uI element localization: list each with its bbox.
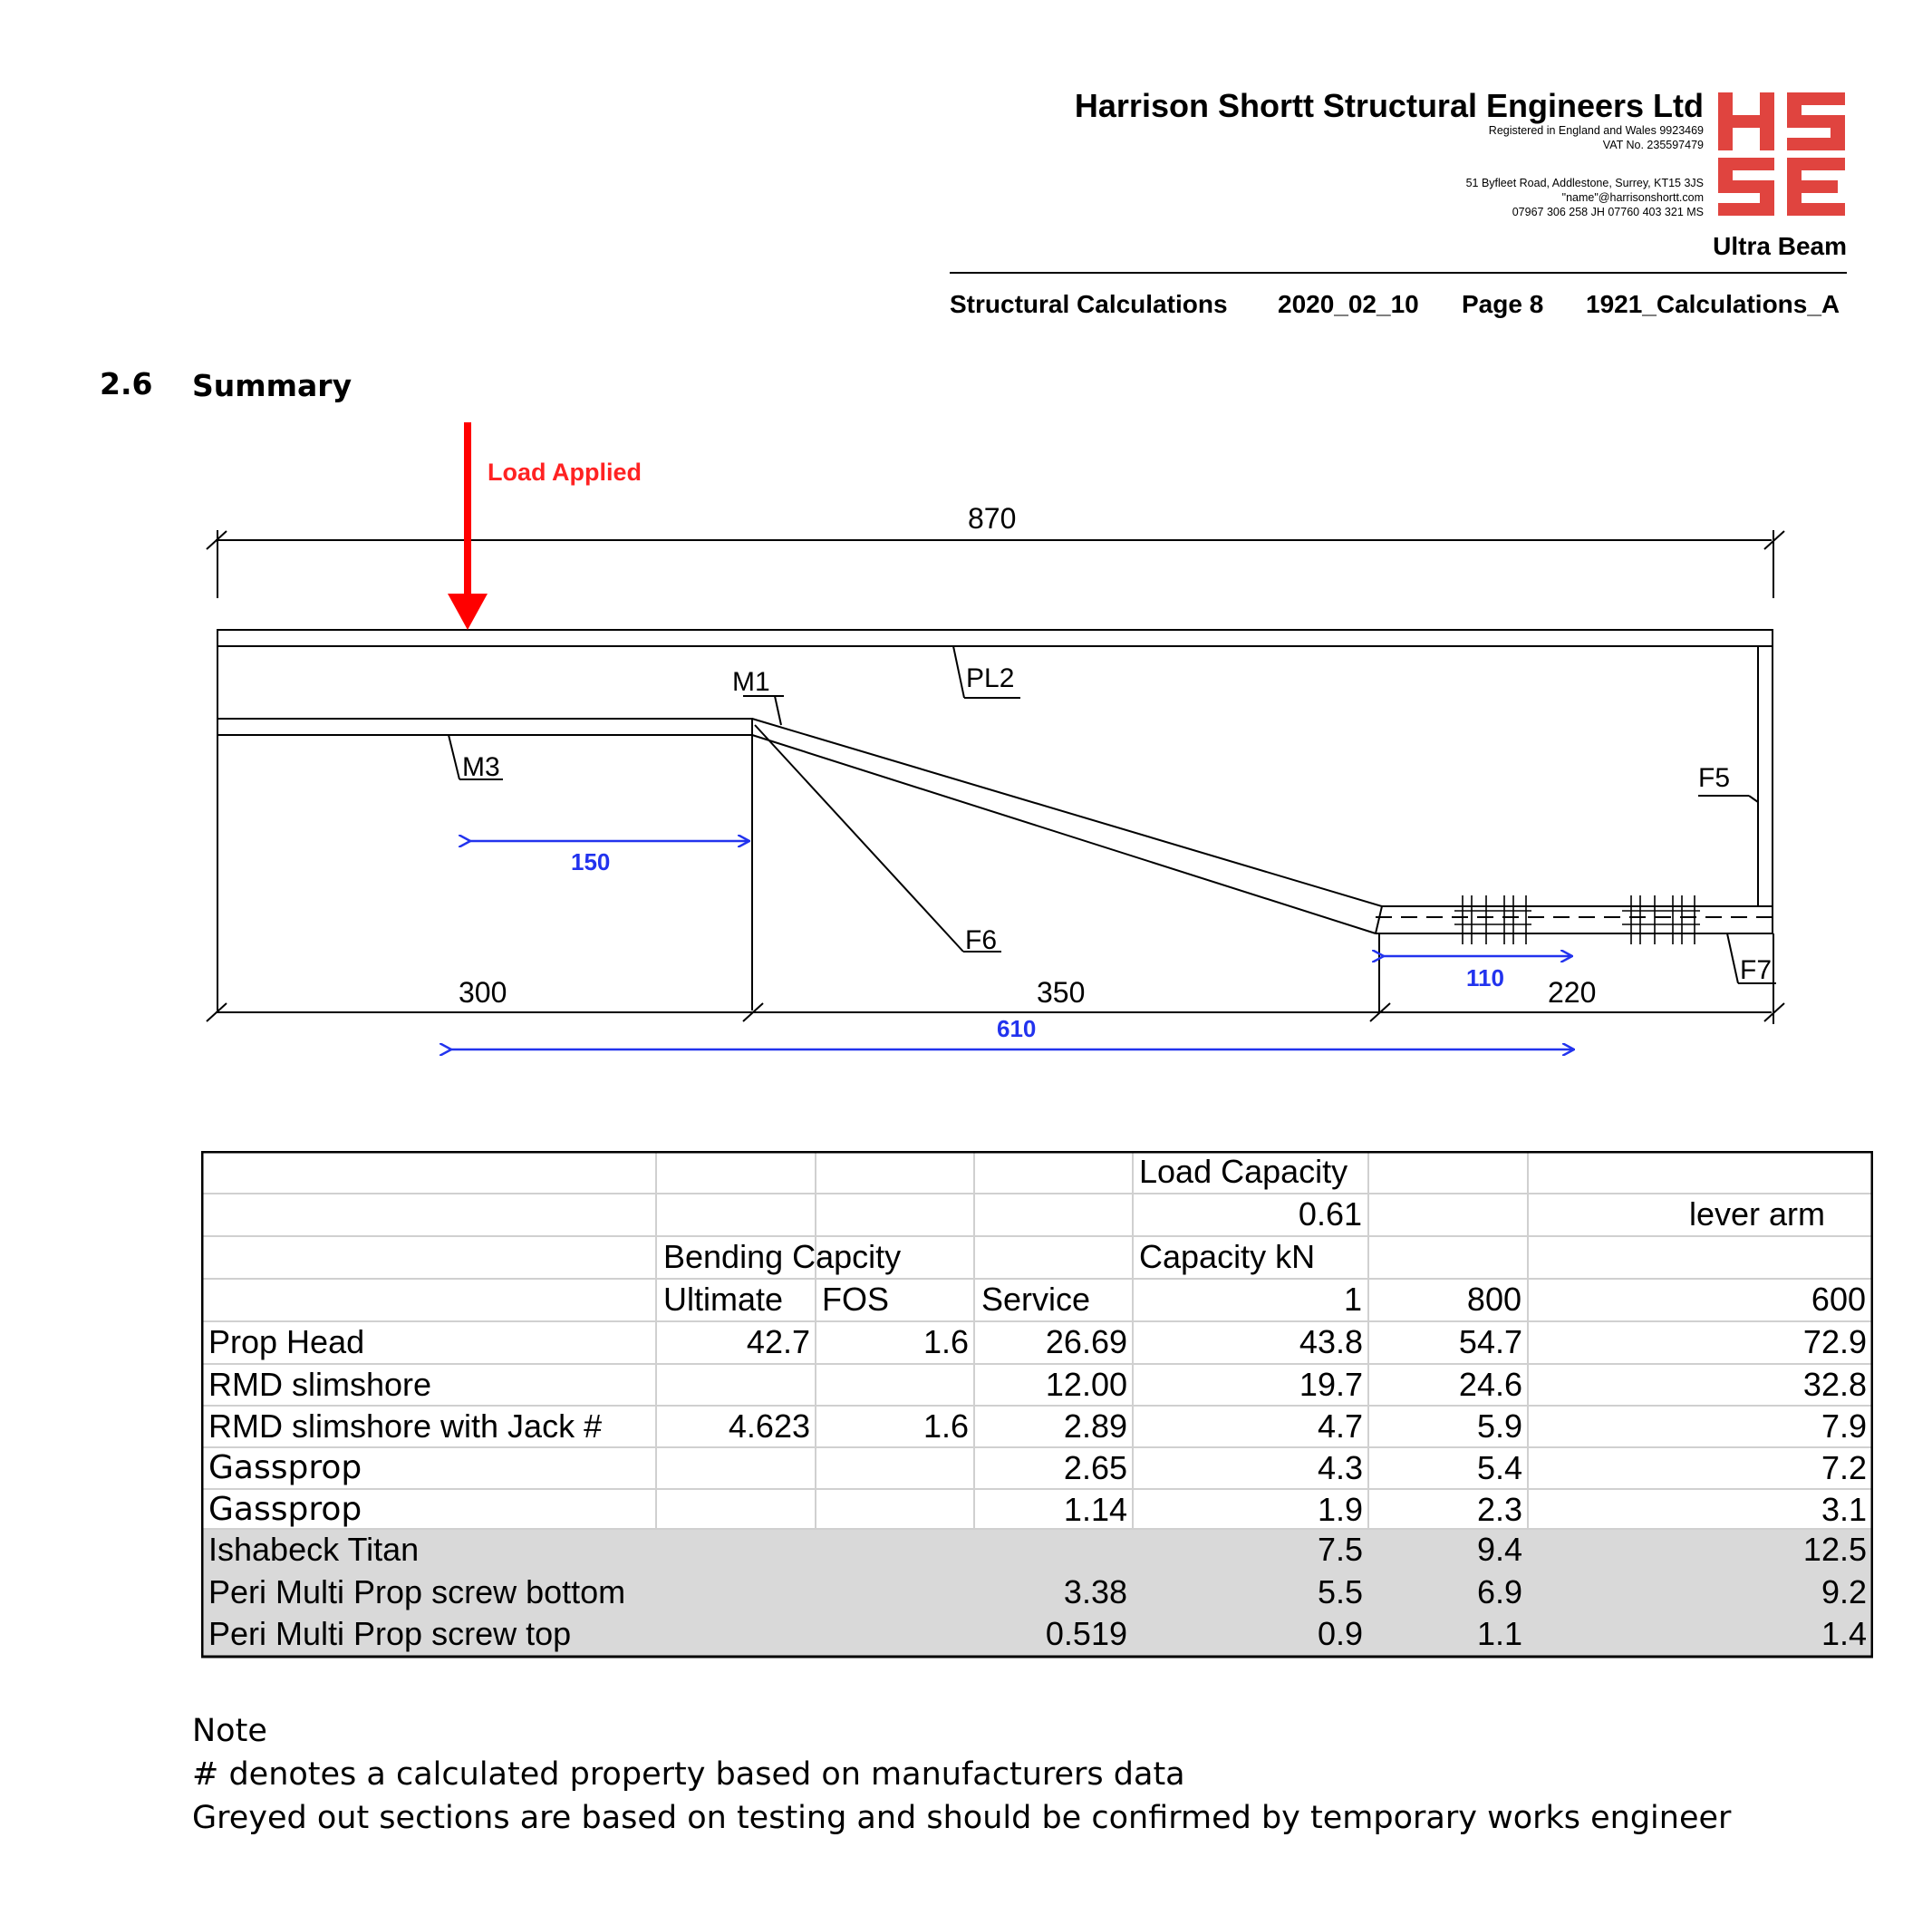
header-capacity-kn: Capacity kN: [1139, 1238, 1316, 1275]
table-cell-name: RMD slimshore with Jack #: [208, 1407, 603, 1445]
company-name: Harrison Shortt Structural Engineers Ltd: [1074, 87, 1704, 124]
table-cell-fos: 1.6: [923, 1323, 969, 1360]
table-cell-service: 2.65: [1063, 1449, 1127, 1486]
header-factor: 0.61: [1298, 1195, 1362, 1233]
table-cell-c1: 5.5: [1317, 1573, 1363, 1610]
registration-text: Registered in England and Wales 9923469: [1488, 124, 1704, 137]
load-label: Load Applied: [488, 459, 642, 486]
table-cell-name: Gassprop: [208, 1449, 362, 1486]
member-pl2: PL2: [966, 663, 1015, 693]
member-f5: F5: [1698, 763, 1731, 793]
header-fos: FOS: [822, 1281, 890, 1318]
beam-top-plate: [217, 630, 1773, 646]
table-cell-c800: 24.6: [1458, 1366, 1522, 1403]
table-cell-service: 1.14: [1063, 1491, 1127, 1528]
document-title: Ultra Beam: [1713, 232, 1847, 260]
phone-text: 07967 306 258 JH 07760 403 321 MS: [1512, 206, 1704, 218]
table-cell-c600: 32.8: [1802, 1366, 1867, 1403]
header-ultimate: Ultimate: [663, 1281, 784, 1318]
header-lever-1: 1: [1343, 1281, 1362, 1318]
bottom-dim-220: 220: [1548, 976, 1597, 1009]
header-load-capacity: Load Capacity: [1139, 1153, 1348, 1190]
meta-ref: 1921_Calculations_A: [1586, 290, 1840, 318]
table-cell-c1: 1.9: [1317, 1491, 1363, 1528]
dim-total-label: 870: [968, 502, 1017, 535]
table-cell-ultimate: 4.623: [728, 1407, 810, 1445]
blue-dim-610: 610: [997, 1015, 1037, 1042]
table-cell-c800: 9.4: [1476, 1531, 1522, 1568]
table-cell-c800: 1.1: [1476, 1615, 1522, 1652]
table-cell-c800: 6.9: [1476, 1573, 1522, 1610]
blue-dim-110: 110: [1466, 964, 1504, 991]
note-heading: Note: [192, 1713, 267, 1749]
bottom-dim-350: 350: [1037, 976, 1086, 1009]
capacity-table: [201, 1151, 1873, 1658]
table-cell-service: 2.89: [1063, 1407, 1127, 1445]
header-lever-800: 800: [1466, 1281, 1521, 1318]
note-line-2: Greyed out sections are based on testing and should be confirmed by temporary works engineer: [192, 1800, 1732, 1836]
table-cell-name: Peri Multi Prop screw top: [208, 1615, 572, 1652]
table-cell-c1: 43.8: [1299, 1323, 1363, 1360]
header-lever-arm: lever arm: [1689, 1195, 1826, 1233]
table-cell-fos: 1.6: [923, 1407, 969, 1445]
member-f7: F7: [1740, 955, 1773, 985]
blue-dim-150: 150: [571, 848, 611, 875]
table-cell-c600: 12.5: [1802, 1531, 1867, 1568]
table-cell-c600: 1.4: [1821, 1615, 1867, 1652]
header-service: Service: [981, 1281, 1091, 1318]
table-cell-c800: 2.3: [1476, 1491, 1522, 1528]
table-cell-service: 26.69: [1045, 1323, 1127, 1360]
table-cell-name: RMD slimshore: [208, 1366, 432, 1403]
table-cell-c1: 7.5: [1317, 1531, 1363, 1568]
table-cell-c600: 9.2: [1821, 1573, 1867, 1610]
table-cell-c1: 19.7: [1299, 1366, 1363, 1403]
table-cell-service: 12.00: [1045, 1366, 1127, 1403]
table-cell-c800: 54.7: [1458, 1323, 1522, 1360]
vat-text: VAT No. 235597479: [1602, 139, 1704, 151]
table-cell-c600: 3.1: [1821, 1491, 1867, 1528]
bottom-dim-300: 300: [459, 976, 507, 1009]
section-title: Summary: [192, 368, 353, 403]
meta-page: Page 8: [1462, 290, 1544, 318]
table-cell-c1: 0.9: [1317, 1615, 1363, 1652]
table-cell-name: Prop Head: [208, 1323, 365, 1360]
table-cell-c1: 4.3: [1317, 1449, 1363, 1486]
member-m3: M3: [462, 752, 500, 782]
address-text: 51 Byfleet Road, Addlestone, Surrey, KT15 3JS: [1465, 177, 1704, 189]
table-cell-name: Peri Multi Prop screw bottom: [208, 1573, 626, 1610]
table-cell-c1: 4.7: [1317, 1407, 1363, 1445]
table-cell-c600: 7.2: [1821, 1449, 1867, 1486]
member-m1: M1: [732, 667, 770, 697]
table-cell-service: 0.519: [1045, 1615, 1127, 1652]
load-arrow: [448, 422, 488, 630]
table-cell-service: 3.38: [1063, 1573, 1127, 1610]
meta-date: 2020_02_10: [1278, 290, 1419, 318]
header-lever-600: 600: [1811, 1281, 1866, 1318]
section-number: 2.6: [100, 366, 153, 401]
beam-lower-flange: [217, 719, 752, 735]
table-cell-c600: 72.9: [1802, 1323, 1867, 1360]
header-bending: Bending Capcity: [663, 1238, 902, 1275]
meta-type: Structural Calculations: [950, 290, 1228, 318]
table-cell-c800: 5.9: [1476, 1407, 1522, 1445]
member-f6: F6: [965, 925, 998, 955]
table-cell-c800: 5.4: [1476, 1449, 1522, 1486]
table-cell-name: Ishabeck Titan: [208, 1531, 420, 1568]
email-text: "name"@harrisonshortt.com: [1561, 191, 1704, 204]
table-cell-name: Gassprop: [208, 1491, 362, 1528]
note-line-1: # denotes a calculated property based on manufacturers data: [192, 1756, 1185, 1793]
table-cell-c600: 7.9: [1821, 1407, 1867, 1445]
table-cell-ultimate: 42.7: [746, 1323, 810, 1360]
